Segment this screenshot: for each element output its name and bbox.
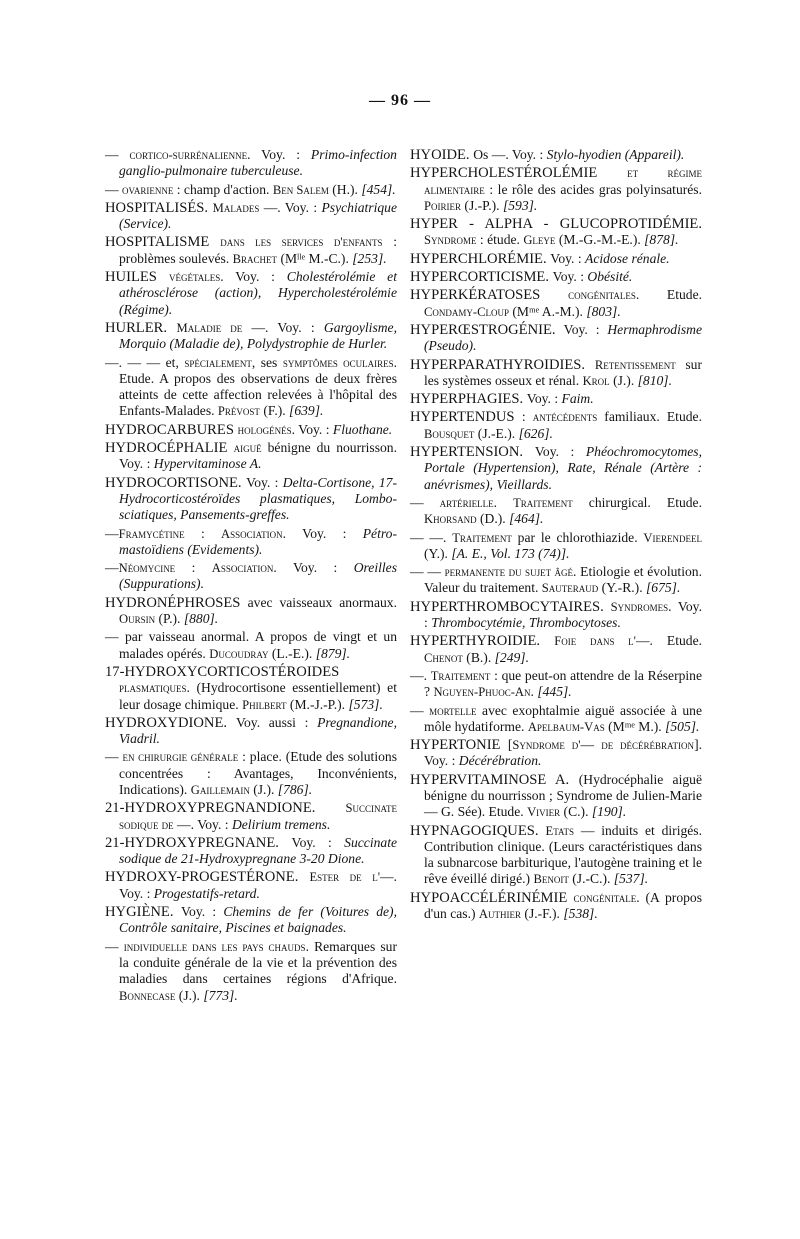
index-entry bbox=[105, 664, 397, 713]
index-entry bbox=[105, 269, 397, 318]
index-entry bbox=[410, 287, 702, 320]
entry-text: —. Voy. : bbox=[173, 816, 232, 832]
entry-reference: Pétro-mastoïdiens (Evidements). bbox=[119, 525, 397, 557]
index-entry bbox=[410, 530, 702, 563]
right-column bbox=[410, 147, 702, 924]
entry-text: Voy. : bbox=[552, 269, 588, 285]
entry-text: —. Voy. : bbox=[259, 199, 322, 215]
entry-smallcaps: Maladie de bbox=[176, 320, 243, 335]
entry-smallcaps: Krol bbox=[582, 373, 610, 388]
entry-smallcaps: Ben Salem bbox=[272, 182, 329, 197]
entry-text: : étude. bbox=[476, 232, 524, 248]
entry-reference: [464]. bbox=[509, 511, 544, 527]
index-entry bbox=[410, 357, 702, 390]
entry-smallcaps: Framycétine bbox=[118, 526, 185, 541]
entry-text: —. bbox=[410, 667, 431, 683]
entry-reference: Succinate sodique de 21-Hydroxypregnane 3-20 Dione. bbox=[119, 834, 398, 867]
entry-text: par le chlorothiazide. bbox=[511, 529, 644, 545]
entry-reference: Obésité. bbox=[587, 269, 633, 285]
entry-heading: HYDROCÉPHALIE bbox=[105, 440, 234, 457]
entry-text: . bbox=[530, 684, 538, 700]
entry-reference: Acidose rénale. bbox=[585, 250, 670, 266]
entry-heading: HYPERTHYROIDIE. bbox=[410, 633, 555, 650]
entry-heading: HYPERŒSTROGÉNIE. bbox=[410, 321, 564, 338]
index-entry bbox=[105, 800, 397, 833]
entry-text: . Etiologie et évolution. Valeur du traitement. bbox=[424, 564, 702, 596]
entry-smallcaps: Benoit bbox=[533, 872, 569, 887]
entry-reference: [537]. bbox=[613, 871, 649, 887]
entry-heading: HYPERPHAGIES. bbox=[410, 391, 527, 408]
entry-text: chirurgical. Etude. bbox=[572, 494, 702, 510]
entry-smallcaps: plasmatiques bbox=[119, 681, 187, 696]
entry-text: : bbox=[175, 560, 212, 576]
entry-smallcaps: Malades bbox=[212, 200, 260, 215]
entry-heading: HYDROXY-PROGESTÉRONE. bbox=[105, 869, 310, 886]
entry-smallcaps: congénitales bbox=[568, 288, 636, 303]
entry-text: (J.-F.). bbox=[521, 906, 564, 922]
entry-reference: Décérébration. bbox=[458, 753, 542, 769]
entry-heading: HYPOACCÉLÉRINÉMIE bbox=[410, 889, 574, 906]
entry-smallcaps: dans les services d'enfants bbox=[220, 235, 383, 250]
entry-text: familiaux. Etude. bbox=[597, 409, 702, 425]
entry-smallcaps: Traitement bbox=[430, 668, 491, 683]
index-entry bbox=[105, 526, 397, 559]
entry-reference: [445]. bbox=[537, 684, 572, 700]
entry-smallcaps: Néomycine bbox=[118, 561, 176, 576]
entry-reference: [786]. bbox=[277, 781, 313, 797]
entry-smallcaps: Nguyen-Phuoc-An bbox=[433, 685, 531, 700]
entry-smallcaps: Vivier bbox=[527, 805, 561, 820]
entry-heading: HYGIÈNE. bbox=[105, 904, 181, 921]
entry-heading: HYPERTENSION. bbox=[410, 444, 535, 461]
index-entry bbox=[410, 599, 702, 632]
index-entry bbox=[410, 564, 702, 597]
entry-smallcaps: cortico-surrénalienne bbox=[129, 148, 248, 162]
entry-text: (P.). bbox=[155, 611, 184, 627]
entry-reference: [626]. bbox=[518, 425, 553, 441]
entry-text: (Mᵐᵉ A.-M.). bbox=[509, 303, 587, 319]
entry-reference: [593]. bbox=[502, 197, 538, 213]
entry-text: (Mᵐᵉ M.). bbox=[604, 718, 666, 734]
index-entry bbox=[105, 200, 397, 233]
entry-reference: Chemins de fer (Voitures de), Contrôle sanitaire, Piscines et baignades. bbox=[119, 904, 397, 936]
entry-reference: [253]. bbox=[352, 250, 387, 266]
entry-text: (Y.). bbox=[424, 545, 452, 561]
entry-smallcaps: Vierendeel bbox=[643, 530, 702, 545]
entry-text: sur les systèmes osseux et rénal. bbox=[424, 356, 702, 388]
entry-smallcaps: Traitement bbox=[452, 530, 512, 545]
entry-smallcaps: artérielle bbox=[439, 495, 494, 510]
entry-smallcaps: ovarienne bbox=[122, 182, 174, 197]
entry-text: , ses bbox=[251, 354, 283, 370]
entry-heading: HYPERVITAMINOSE A. bbox=[410, 771, 579, 788]
entry-smallcaps: mortelle bbox=[429, 703, 477, 718]
entry-heading: HYDROCORTISONE. bbox=[105, 474, 247, 491]
entry-text: (J.-C.). bbox=[568, 871, 614, 887]
entry-smallcaps: Gaillemain bbox=[190, 782, 250, 797]
index-entry bbox=[105, 715, 397, 748]
entry-text: . Voy. : bbox=[424, 598, 702, 631]
entry-smallcaps: Oursin bbox=[119, 612, 156, 627]
entry-smallcaps: aiguë bbox=[233, 441, 262, 456]
entry-text: —. Etude. bbox=[635, 633, 703, 649]
entry-text: Voy. aussi : bbox=[235, 714, 318, 730]
entry-text: — induits et dirigés. Contribution clinique. (Leurs caractéristiques dans la subnarcose barbiturique, l'autogène training et le rêve éveillé dirigé.) bbox=[424, 822, 702, 887]
entry-reference: [675]. bbox=[646, 580, 681, 596]
index-entry bbox=[410, 772, 702, 821]
entry-smallcaps: individuelle dans les pays chauds bbox=[123, 939, 306, 954]
entry-text: (Y.-R.). bbox=[598, 580, 646, 596]
entry-heading: HYPNAGOGIQUES. bbox=[410, 822, 546, 839]
entry-smallcaps: Chenot bbox=[424, 650, 463, 665]
entry-text: : que peut-on attendre de la Réserpine ? bbox=[424, 667, 702, 700]
entry-smallcaps: Prévost bbox=[217, 404, 260, 419]
entry-smallcaps: symptômes oculaires bbox=[282, 355, 394, 370]
index-entry bbox=[105, 475, 397, 524]
entry-reference: [538]. bbox=[563, 906, 598, 922]
index-entry bbox=[105, 749, 397, 798]
entry-text: ]. Voy. : bbox=[424, 737, 702, 769]
entry-smallcaps: Ducoudray bbox=[209, 646, 269, 661]
index-entry bbox=[410, 322, 702, 355]
entry-reference: [773]. bbox=[203, 987, 238, 1003]
entry-heading: HYDROXYDIONE. bbox=[105, 714, 236, 731]
entry-smallcaps: Etats bbox=[545, 823, 575, 838]
index-entry bbox=[410, 409, 702, 442]
index-entry bbox=[410, 823, 702, 888]
entry-text: avec vaisseaux anormaux. bbox=[247, 594, 398, 610]
entry-text: : bbox=[184, 525, 222, 541]
entry-text: — bbox=[105, 147, 130, 162]
entry-heading: 21-HYDROXYPREGNANDIONE. bbox=[105, 800, 346, 817]
entry-text: — bbox=[105, 560, 119, 576]
entry-reference: [879]. bbox=[315, 645, 351, 661]
entry-reference: [249]. bbox=[494, 649, 529, 665]
index-entry bbox=[105, 595, 397, 628]
entry-smallcaps: antécédents bbox=[532, 410, 598, 425]
entry-text: (C.). bbox=[560, 804, 592, 820]
index-entry bbox=[410, 165, 702, 214]
entry-heading: 21-HYDROXYPREGNANE. bbox=[105, 834, 292, 851]
entry-reference: Pregnandione, Viadril. bbox=[119, 714, 397, 747]
entry-smallcaps: Sauteraud bbox=[541, 581, 599, 596]
index-entry bbox=[105, 904, 397, 937]
entry-text: (F.). bbox=[259, 403, 290, 419]
index-entry bbox=[410, 890, 702, 923]
index-entry bbox=[410, 391, 702, 407]
entry-reference: Thrombocytémie, Thrombocytoses. bbox=[431, 615, 621, 631]
entry-text: —. Voy. : bbox=[119, 869, 397, 901]
index-entry bbox=[105, 440, 397, 473]
entry-heading: HYDRONÉPHROSES bbox=[105, 594, 248, 611]
entry-text: Voy. : bbox=[550, 250, 586, 266]
entry-text: Voy. : bbox=[246, 474, 283, 490]
entry-reference: [880]. bbox=[183, 611, 219, 627]
entry-text: (B.). bbox=[462, 649, 495, 665]
entry-reference: [A. E., Vol. 173 (74)]. bbox=[451, 545, 570, 561]
entry-smallcaps: Retentissement bbox=[594, 357, 676, 372]
entry-text: — bbox=[410, 702, 430, 718]
entry-reference: Hermaphrodisme (Pseudo). bbox=[424, 321, 702, 354]
index-entry bbox=[410, 703, 702, 736]
entry-text: —. — — et, bbox=[105, 354, 185, 370]
index-entry bbox=[105, 147, 397, 180]
index-entry bbox=[105, 629, 397, 662]
entry-text: Os —. Voy. : bbox=[473, 147, 547, 162]
entry-text: . Voy. : bbox=[282, 525, 363, 541]
entry-reference: [454]. bbox=[361, 181, 396, 197]
entry-text: bénigne du nourrisson. Voy. : bbox=[119, 440, 397, 472]
entry-text: (H.). bbox=[328, 181, 362, 197]
entry-text: — bbox=[105, 938, 124, 954]
entry-text: . Voy. : bbox=[220, 269, 287, 285]
entry-smallcaps: Apelbaum-Vas bbox=[527, 719, 605, 734]
entry-reference: Faim. bbox=[561, 391, 594, 407]
entry-smallcaps: Syndrome d' bbox=[512, 738, 581, 753]
entry-text: avec exophtalmie aiguë associée à une môle hydatiforme. bbox=[424, 702, 702, 734]
index-entry bbox=[410, 216, 702, 249]
entry-text: . (Hydrocortisone essentiellement) et leur dosage chimique. bbox=[119, 680, 397, 712]
entry-smallcaps: Philbert bbox=[242, 697, 287, 712]
entry-smallcaps: Syndromes bbox=[610, 599, 669, 614]
entry-text: — bbox=[105, 749, 123, 765]
entry-reference: Gargoylisme, Morquio (Maladie de), Polydystrophie de Hurler. bbox=[119, 319, 397, 352]
entry-smallcaps: congénitale bbox=[573, 890, 637, 905]
entry-text: : bbox=[521, 409, 533, 425]
entry-reference: Cholestérolémie et athérosclérose (action), Hypercholestérolémie (Régime). bbox=[119, 269, 397, 317]
entry-reference: Hypervitaminose A. bbox=[153, 456, 262, 472]
entry-text: . (A propos d'un cas.) bbox=[424, 889, 703, 922]
index-entry bbox=[105, 355, 397, 420]
index-entry bbox=[410, 251, 702, 267]
index-entry bbox=[105, 320, 397, 353]
entry-smallcaps: de décérébration bbox=[601, 738, 695, 753]
index-entry bbox=[105, 560, 397, 593]
entry-smallcaps: Foie dans l' bbox=[554, 634, 636, 649]
entry-text: —. Voy. : bbox=[242, 319, 324, 335]
entry-heading: HYDROCARBURES bbox=[105, 421, 238, 438]
entry-text: (J.). bbox=[609, 372, 638, 388]
entry-text: . Voy. : bbox=[247, 147, 311, 162]
entry-reference: Psychiatrique (Service). bbox=[119, 199, 397, 232]
entry-heading: HYPERTONIE bbox=[410, 737, 508, 754]
entry-heading: HURLER. bbox=[105, 319, 177, 336]
entry-smallcaps: Poirier bbox=[424, 198, 462, 213]
left-column bbox=[105, 147, 397, 1006]
entry-text: : problèmes soulevés. bbox=[119, 234, 397, 266]
entry-smallcaps: et régime alimentaire bbox=[424, 166, 703, 197]
index-entry bbox=[410, 633, 702, 666]
entry-text: (D.). bbox=[476, 511, 510, 527]
entry-smallcaps: Syndrome bbox=[424, 233, 477, 248]
entry-heading: HYPERPARATHYROIDIES. bbox=[410, 356, 595, 373]
index-entry bbox=[410, 444, 702, 493]
entry-heading: HYPERKÉRATOSES bbox=[410, 287, 569, 304]
entry-text: — bbox=[580, 737, 602, 753]
entry-heading: HYPERTENDUS bbox=[410, 409, 522, 426]
entry-text: (J.). bbox=[249, 781, 278, 797]
entry-reference: Delirium tremens. bbox=[231, 816, 331, 832]
index-entry bbox=[105, 869, 397, 902]
entry-text: — — bbox=[410, 564, 445, 580]
entry-heading: HOSPITALISME bbox=[105, 234, 221, 251]
entry-text: (M.-J.-P.). bbox=[286, 696, 349, 712]
entry-reference: [573]. bbox=[348, 696, 383, 712]
entry-smallcaps: Authier bbox=[478, 907, 522, 922]
index-entry bbox=[410, 147, 702, 163]
entry-text: . bbox=[493, 494, 514, 510]
entry-text: : le rôle des acides gras polyinsaturés. bbox=[484, 181, 702, 197]
entry-text: — bbox=[105, 525, 119, 541]
entry-heading: HYPER - ALPHA - GLUCOPROTIDÉMIE. bbox=[410, 216, 702, 233]
entry-text: . Etude. bbox=[635, 287, 702, 303]
index-entry bbox=[105, 234, 397, 267]
entry-reference: [878]. bbox=[644, 232, 679, 248]
entry-text: Voy. : bbox=[291, 834, 345, 850]
entry-reference: [505]. bbox=[665, 718, 700, 734]
entry-text: . Voy. : bbox=[273, 560, 354, 576]
entry-heading: HYPERCORTICISME. bbox=[410, 269, 553, 286]
entry-text: — bbox=[410, 494, 440, 510]
entry-reference: [190]. bbox=[591, 804, 627, 820]
entry-smallcaps: végétales bbox=[168, 270, 221, 285]
entry-text: : place. (Etude des solutions concentrées : Avantages, Inconvénients, Indications). bbox=[119, 749, 397, 797]
entry-text: (J.-E.). bbox=[474, 425, 519, 441]
index-entry bbox=[105, 835, 397, 868]
index-entry bbox=[410, 737, 702, 770]
entry-heading: 17-HYDROXYCORTICOSTÉROIDES bbox=[105, 663, 340, 680]
entry-smallcaps: Condamy-Cloup bbox=[424, 304, 509, 319]
entry-reference: Primo-infection ganglio-pulmonaire tuberculeuse. bbox=[119, 147, 397, 179]
entry-smallcaps: spécialement bbox=[184, 355, 252, 370]
entry-heading: HYPERTHROMBOCYTAIRES. bbox=[410, 598, 611, 615]
entry-smallcaps: permanente du sujet âgé bbox=[444, 565, 574, 580]
entry-text: [ bbox=[507, 737, 513, 753]
entry-smallcaps: Traitement bbox=[513, 495, 573, 510]
entry-text: (L.-E.). bbox=[268, 645, 316, 661]
entry-heading: HYOIDE. bbox=[410, 147, 474, 163]
index-entry bbox=[105, 939, 397, 1004]
entry-text: (J.-P.). bbox=[461, 197, 503, 213]
entry-smallcaps: Gleye bbox=[523, 233, 556, 248]
entry-text: (J.). bbox=[175, 987, 204, 1003]
entry-text: (Mˡˡᵉ M.-C.). bbox=[277, 250, 353, 266]
entry-smallcaps: Bousquet bbox=[424, 426, 475, 441]
entry-text: (Hydrocéphalie aiguë bénigne du nourrisson ; Syndrome de Julien-Marie — G. Sée). Etude. bbox=[424, 771, 702, 820]
entry-smallcaps: Khorsand bbox=[424, 512, 477, 527]
page-number: — 96 — bbox=[369, 92, 431, 109]
entry-reference: [639]. bbox=[289, 403, 324, 419]
entry-smallcaps: Association bbox=[221, 526, 283, 541]
entry-smallcaps: en chirurgie générale bbox=[122, 750, 239, 765]
entry-reference: Delta-Cortisone, 17-Hydrocorticostéroïdes plasmatiques, Lombo-sciatiques, Pansements-greffes. bbox=[119, 474, 398, 523]
index-entry bbox=[410, 495, 702, 528]
entry-text: — bbox=[105, 181, 122, 197]
entry-text: Voy. : bbox=[563, 321, 608, 337]
entry-text: . Etude. A propos des observations de deux frères atteints de cette affection relevées à l'hôpital des Enfants-Malades. bbox=[119, 354, 398, 419]
entry-text: — par vaisseau anormal. A propos de vingt et un malades opérés. bbox=[105, 629, 397, 661]
entry-smallcaps: hologénés bbox=[237, 422, 292, 437]
entry-reference: Stylo-hyodien (Appareil). bbox=[546, 147, 685, 162]
entry-reference: Oreilles (Suppurations). bbox=[119, 560, 397, 592]
entry-text: . Remarques sur la conduite générale de la vie et la prévention des maladies dans certaines régions d'Afrique. bbox=[119, 938, 397, 987]
index-entry bbox=[410, 269, 702, 285]
entry-text: Voy. : bbox=[534, 444, 586, 460]
entry-text: Voy. : bbox=[180, 904, 224, 920]
entry-text: (M.-G.-M.-E.). bbox=[555, 232, 645, 248]
index-entry bbox=[105, 182, 397, 198]
entry-reference: [810]. bbox=[637, 372, 672, 388]
entry-text: . Voy. : bbox=[291, 421, 333, 437]
entry-text: — —. bbox=[410, 529, 453, 545]
entry-text: Voy. : bbox=[526, 391, 562, 407]
entry-reference: Phéochromocytomes, Portale (Hypertension), Rate, Rénale (Artère : anévrismes), Vieillards. bbox=[424, 444, 702, 492]
entry-smallcaps: Succinate sodique de bbox=[119, 801, 397, 832]
entry-reference: Fluothane. bbox=[332, 421, 393, 437]
entry-reference: [803]. bbox=[586, 303, 621, 319]
entry-smallcaps: Bonnecase bbox=[119, 988, 176, 1003]
index-entry bbox=[105, 422, 397, 438]
entry-text: : champ d'action. bbox=[173, 181, 273, 197]
entry-smallcaps: Brachet bbox=[232, 251, 278, 266]
entry-smallcaps: Association bbox=[211, 561, 274, 576]
index-entry bbox=[410, 668, 702, 701]
entry-smallcaps: Ester de l' bbox=[309, 870, 380, 885]
entry-heading: HOSPITALISÉS. bbox=[105, 199, 213, 216]
entry-heading: HYPERCHLORÉMIE. bbox=[410, 250, 551, 267]
entry-reference: Progestatifs-retard. bbox=[153, 885, 260, 901]
entry-heading: HUILES bbox=[105, 269, 169, 286]
entry-heading: HYPERCHOLESTÉROLÉMIE bbox=[410, 165, 628, 182]
